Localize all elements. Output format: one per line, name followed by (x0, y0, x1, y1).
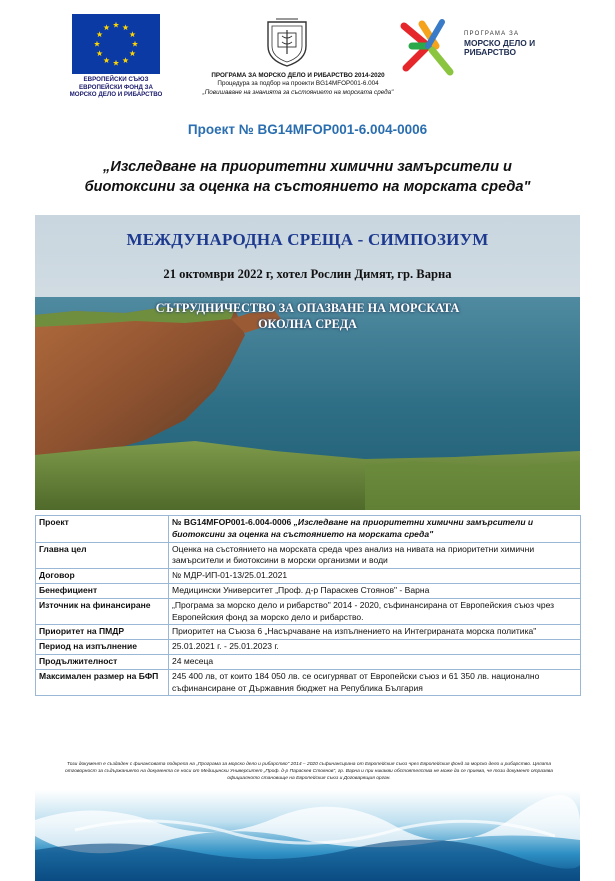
row-label: Приоритет на ПМДР (36, 625, 169, 640)
ocean-wave-image (35, 790, 580, 881)
project-info-table (35, 515, 581, 696)
table-row (36, 542, 581, 569)
row-value: № BG14MFOP001-6.004-0006 „Изследване на приоритетни химични замърсители и биотоксини за оценка на състоянието на морската среда" (169, 516, 581, 543)
funding-disclaimer: Този документ е създаден с финансовата подкрепа на „Програма за морско дело и рибарство" 2014 – 2020 съфинансирана от Европейския съюз чрез Европейския фонд за морско дело и рибарство. Цялата отговорност за съдържанието на документа се носи от Медицински Университет „Проф. д-р Параскев Стоянов", гр. Варна и при никакви обстоятелства не може да се приема, че този документ отразява официалното становище на Европейския съюз и Договарящия орган. (65, 762, 553, 782)
row-label: Максимален размер на БФП (36, 669, 169, 696)
event-subtitle: СЪТРУДНИЧЕСТВО ЗА ОПАЗВАНЕ НА МОРСКАТА ОКОЛНА СРЕДА (155, 301, 460, 331)
row-value: 25.01.2021 г. - 25.01.2023 г. (169, 640, 581, 655)
maritime-program-logo (398, 16, 460, 78)
row-label: Продължителност (36, 654, 169, 669)
row-value: № МДР-ИП-01-13/25.01.2021 (169, 569, 581, 584)
event-title: МЕЖДУНАРОДНА СРЕЩА - СИМПОЗИУМ (126, 230, 489, 249)
row-label: Бенефициент (36, 583, 169, 598)
event-date-place: 21 октомври 2022 г, хотел Рослин Димят, гр. Варна (163, 267, 452, 281)
table-row (36, 625, 581, 640)
table-row (36, 583, 581, 598)
row-value: 245 400 лв, от които 184 050 лв. се осигуряват от Европейски съюз и 61 350 лв. национално съфинансиране от Държавния бюджет на Република България (169, 669, 581, 696)
row-label: Проект (36, 516, 169, 543)
table-row (36, 598, 581, 625)
row-value: „Програма за морско дело и рибарство" 2014 - 2020, съфинансирана от Европейския съюз чрез Европейския фонд за морско дело и рибарство. (169, 598, 581, 625)
table-row (36, 669, 581, 696)
eu-caption: ЕВРОПЕЙСКИ СЪЮЗ ЕВРОПЕЙСКИ ФОНД ЗА МОРСКО ДЕЛО И РИБАРСТВО (69, 76, 163, 99)
row-value: Приоритет на Съюза 6 „Насърчаване на изпълнението на Интегрираната морска политика" (169, 625, 581, 640)
coastline-photo (35, 215, 580, 510)
eu-flag-logo (72, 14, 160, 74)
row-label: Договор (36, 569, 169, 584)
row-value: Медицински Университет „Проф. д-р Параскев Стоянов" - Варна (169, 583, 581, 598)
table-row (36, 516, 581, 543)
maritime-program-text: ПРОГРАМА ЗА МОРСКО ДЕЛО И РИБАРСТВО (464, 31, 536, 58)
program-caption: ПРОГРАМА ЗА МОРСКО ДЕЛО И РИБАРСТВО 2014-2020 Процедура за подбор на проекти BG14MFOP001-6.004 „Повишаване на знанията за състоянието на морската среда" (202, 72, 394, 96)
table-row (36, 654, 581, 669)
row-label: Период на изпълнение (36, 640, 169, 655)
row-value: Оценка на състоянието на морската среда чрез анализ на нивата на приоритетни химични замърсители и биотоксини в морски организми и води (169, 542, 581, 569)
table-row (36, 640, 581, 655)
row-label: Главна цел (36, 542, 169, 569)
project-title: „Изследване на приоритетни химични замърсители и биотоксини за оценка на състоянието на морската среда" (84, 159, 531, 195)
row-value: 24 месеца (169, 654, 581, 669)
row-label: Източник на финансиране (36, 598, 169, 625)
table-row (36, 569, 581, 584)
project-number: Проект № BG14MFOP001-6.004-0006 (187, 122, 428, 137)
university-emblem-logo (262, 16, 312, 68)
